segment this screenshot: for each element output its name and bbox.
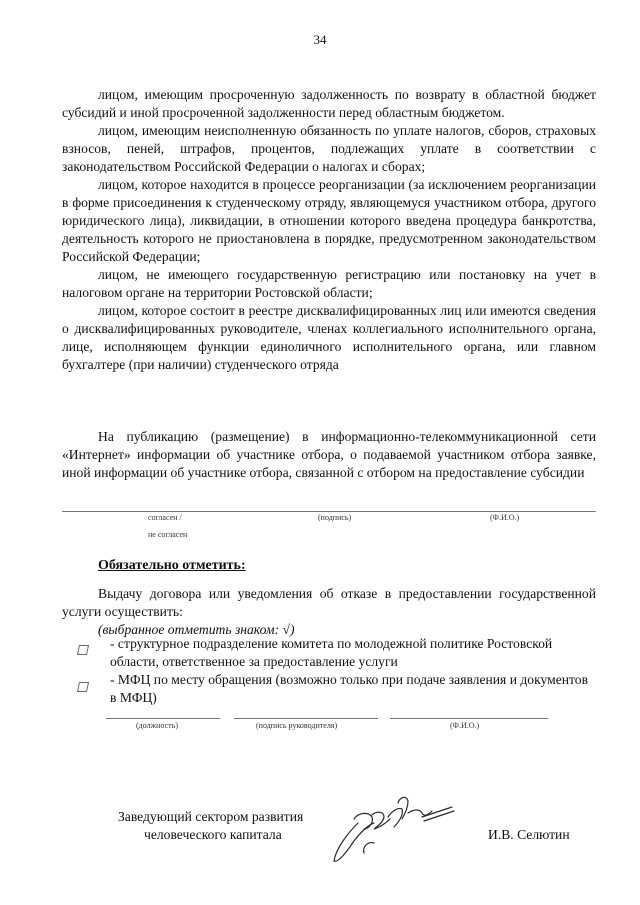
handwritten-signature (328, 793, 458, 873)
label-position: (должность) (136, 721, 178, 730)
label-fio: (Ф.И.О.) (490, 513, 520, 522)
consent-paragraph: На публикацию (размещение) в информационно-телекоммуникационной сети «Интернет» информации об участнике отбора, о подаваемой участником отбора заявке, иной информации об участнике отбора, связанной с отбором на предоставление субсидии (62, 429, 596, 480)
paragraph-overdue-debt: лицом, имеющим просроченную задолженность по возврату в областной бюджет субсидий и иной просроченной задолженности перед областным бюджетом. (62, 87, 596, 120)
signatory-name: И.В. Селютин (488, 827, 570, 842)
delivery-hint: (выбранное отметить знаком: √) (98, 622, 295, 637)
label-disagree: не согласен (148, 530, 188, 539)
checkbox-committee[interactable] (77, 645, 89, 655)
head-fio-line (390, 718, 548, 719)
consent-signature-line (62, 511, 596, 512)
checkbox-mfc[interactable] (77, 682, 89, 692)
position-line (106, 718, 220, 719)
mandatory-heading: Обязательно отметить: (98, 558, 246, 573)
paragraph-disqualified: лицом, которое состоит в реестре дисквалифицированных лиц или имеются сведения о дисквалифицированных руководителе, членах коллегиального исполнительного органа, лице, исполняющем функции единоличного исполнительного органа, или главном бухгалтере (при наличии) студенческого отряда (62, 303, 596, 372)
label-agree: согласен / (148, 513, 182, 522)
option-mfc: - МФЦ по месту обращения (возможно только при подаче заявления и документов в МФЦ) (110, 672, 589, 705)
label-head-fio: (Ф.И.О.) (450, 721, 480, 730)
paragraph-reorganization: лицом, которое находится в процессе реорганизации (за исключением реорганизации в форме присоединения к студенческому отряду, являющемуся участником отбора, другого юридического лица), ликвидации, в отношении которого введена процедура банкротства, деятельность которого не приостановлена в порядке, предусмотренном законодательством Российской Федерации; (62, 177, 596, 264)
eligibility-list (62, 86, 596, 374)
page-number: 34 (313, 32, 327, 47)
label-signature: (подпись) (318, 513, 352, 522)
delivery-section (62, 585, 596, 639)
paragraph-registration: лицом, не имеющего государственную регистрацию или постановку на учет в налоговом органе на территории Ростовской области; (62, 267, 596, 300)
signatory-title-2: человеческого капитала (144, 827, 282, 842)
option-committee: - структурное подразделение комитета по молодежной политике Ростовской области, ответственное за предоставление услуги (110, 636, 553, 669)
head-signature-line (234, 718, 378, 719)
label-head-signature: (подпись руководителя) (256, 721, 338, 730)
consent-section (62, 428, 596, 482)
signatory-title-1: Заведующий сектором развития (118, 809, 304, 824)
delivery-text: Выдачу договора или уведомления об отказе в предоставлении государственной услуги осуществить: (62, 586, 596, 619)
paragraph-unpaid-taxes: лицом, имеющим неисполненную обязанность по уплате налогов, сборов, страховых взносов, пеней, штрафов, процентов, подлежащих уплате в соответствии с законодательством Российской Федерации о налогах и сборах; (62, 123, 596, 174)
